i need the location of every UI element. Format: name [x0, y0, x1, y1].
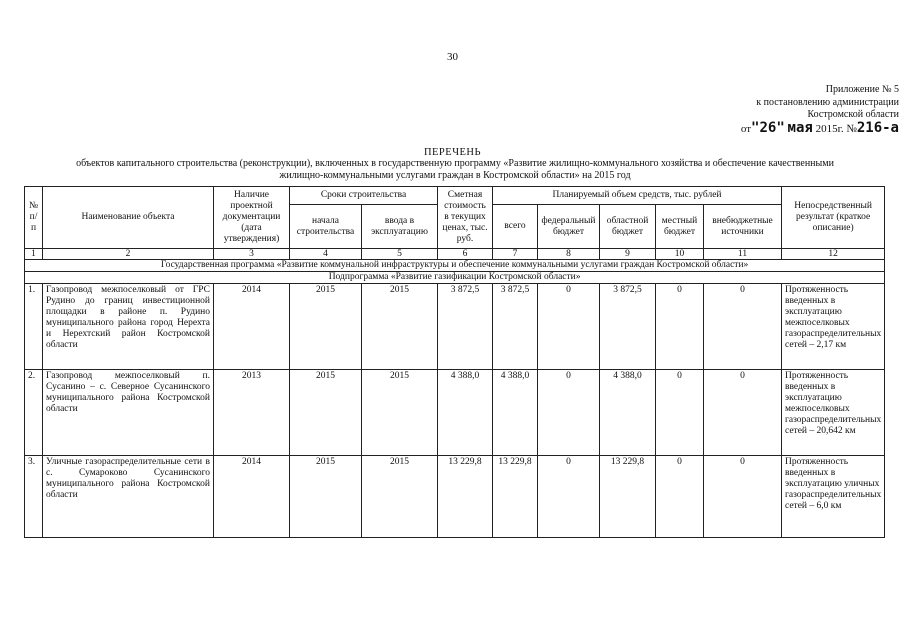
column-numbers-row: [25, 249, 885, 260]
row-regional: 4 388,0: [600, 370, 656, 456]
column-number: 8: [538, 249, 600, 260]
row-extra: 0: [704, 456, 782, 538]
row-cost: 4 388,0: [438, 370, 493, 456]
column-number: 10: [656, 249, 704, 260]
row-local: 0: [656, 456, 704, 538]
appendix-line-2: к постановлению администрации: [756, 96, 899, 108]
row-name: Уличные газораспределительные сети в с. Сумароково Сусанинского муниципального района Костромской области: [43, 456, 214, 538]
column-number: 5: [362, 249, 438, 260]
header-name: Наименование объекта: [43, 187, 214, 249]
column-number: 7: [493, 249, 538, 260]
row-federal: 0: [538, 284, 600, 370]
header-funds: Планируемый объем средств, тыс. рублей: [493, 187, 782, 205]
header-total: всего: [493, 205, 538, 249]
page-number: 30: [447, 51, 458, 63]
header-commission: ввода в эксплуатацию: [362, 205, 438, 249]
header-docs: Наличие проектной документации (дата утверждения): [214, 187, 290, 249]
document-title: ПЕРЕЧЕНЬ: [423, 147, 482, 158]
header-extra: внебюджетные источники: [704, 205, 782, 249]
row-regional: 3 872,5: [600, 284, 656, 370]
row-docs: 2014: [214, 284, 290, 370]
appendix-date-month: мая: [787, 119, 813, 136]
header-start: начала строительства: [290, 205, 362, 249]
row-name: Газопровод межпоселковый от ГРС Рудино до границ инвестиционной площадки в районе п. Рудино муниципального района город Нерехта и Нерехтский район Костромской области: [43, 284, 214, 370]
table-row: [25, 284, 885, 370]
row-federal: 0: [538, 456, 600, 538]
row-name: Газопровод межпоселковый п. Сусанино – с. Северное Сусанинского муниципального района Костромской области: [43, 370, 214, 456]
appendix-header: [599, 84, 899, 135]
appendix-line-1: Приложение № 5: [825, 84, 899, 95]
row-cost: 13 229,8: [438, 456, 493, 538]
row-num: 3.: [25, 456, 43, 538]
column-number: 9: [600, 249, 656, 260]
column-number: 6: [438, 249, 493, 260]
column-number: 12: [782, 249, 885, 260]
appendix-number: 216-а: [856, 119, 899, 136]
program-row: Государственная программа «Развитие коммунальной инфраструктуры и обеспечение коммунальными услугами граждан Костромской области»: [25, 260, 885, 272]
row-total: 4 388,0: [493, 370, 538, 456]
column-number: 3: [214, 249, 290, 260]
column-number: 1: [25, 249, 43, 260]
row-extra: 0: [704, 370, 782, 456]
row-federal: 0: [538, 370, 600, 456]
row-result: Протяженность введенных в эксплуатацию уличных газораспределительных сетей – 6,0 км: [782, 456, 885, 538]
row-result: Протяженность введенных в эксплуатацию межпоселковых газораспределительных сетей – 20,642 км: [782, 370, 885, 456]
column-number: 11: [704, 249, 782, 260]
appendix-line-3: Костромской области: [807, 109, 899, 120]
row-result: Протяженность введенных в эксплуатацию межпоселковых газораспределительных сетей – 2,17 км: [782, 284, 885, 370]
header-cost: Сметная стоимость в текущих ценах, тыс. руб.: [438, 187, 493, 249]
appendix-year: 2015г. №: [815, 122, 857, 135]
appendix-date-day: "26": [751, 119, 785, 136]
appendix-date-line: [599, 119, 899, 136]
header-federal: федеральный бюджет: [538, 205, 600, 249]
row-num: 2.: [25, 370, 43, 456]
row-total: 13 229,8: [493, 456, 538, 538]
row-total: 3 872,5: [493, 284, 538, 370]
row-docs: 2013: [214, 370, 290, 456]
row-commission: 2015: [362, 284, 438, 370]
subprogram-row: Подпрограмма «Развитие газификации Костромской области»: [25, 272, 885, 284]
row-local: 0: [656, 284, 704, 370]
table-row: [25, 456, 885, 538]
row-start: 2015: [290, 456, 362, 538]
objects-table: [24, 186, 885, 538]
header-regional: областной бюджет: [600, 205, 656, 249]
header-num: № п/п: [25, 187, 43, 249]
table-row: [25, 370, 885, 456]
row-commission: 2015: [362, 456, 438, 538]
row-num: 1.: [25, 284, 43, 370]
row-start: 2015: [290, 370, 362, 456]
document-subtitle: объектов капитального строительства (реконструкции), включенных в государственную программу «Развитие жилищно-коммунального хозяйства и обеспечение качественными жилищно-коммунальными услугами граждан в Костромской области» на 2015 год: [76, 158, 834, 181]
row-docs: 2014: [214, 456, 290, 538]
column-number: 2: [43, 249, 214, 260]
header-local: местный бюджет: [656, 205, 704, 249]
row-cost: 3 872,5: [438, 284, 493, 370]
row-start: 2015: [290, 284, 362, 370]
row-local: 0: [656, 370, 704, 456]
row-commission: 2015: [362, 370, 438, 456]
header-terms: Сроки строительства: [290, 187, 438, 205]
header-result: Непосредственный результат (краткое описание): [782, 187, 885, 249]
row-extra: 0: [704, 284, 782, 370]
appendix-ot: от: [740, 122, 752, 135]
row-regional: 13 229,8: [600, 456, 656, 538]
column-number: 4: [290, 249, 362, 260]
